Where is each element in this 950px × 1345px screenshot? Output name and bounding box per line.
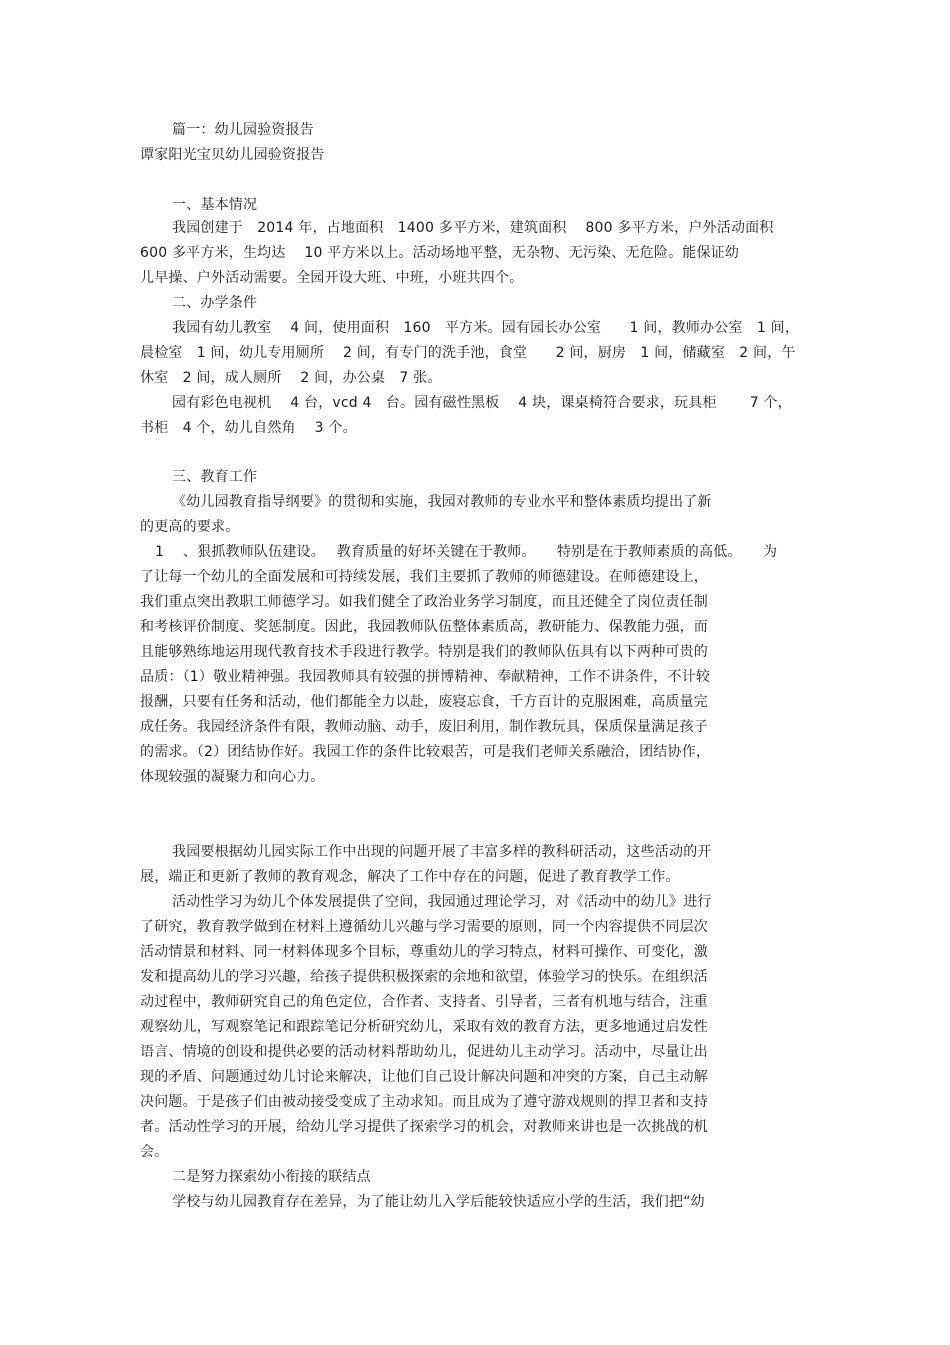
text-line: 者。活动性学习的开展，给幼儿学习提供了探索学习的机会，对教师来讲也是一次挑战的机 bbox=[140, 1119, 708, 1135]
text-line: 学校与幼儿园教育存在差异，为了能让幼儿入学后能较快适应小学的生活，我们把“幼 bbox=[172, 1194, 705, 1210]
text-line: 语言、情境的创设和提供必要的活动材料帮助幼儿，促进幼儿主动学习。活动中，尽量让出 bbox=[140, 1044, 708, 1060]
section-heading-education: 三、教育工作 bbox=[172, 469, 258, 485]
text-line: 的更高的要求。 bbox=[140, 519, 240, 535]
document-subtitle: 谭家阳光宝贝幼儿园验资报告 bbox=[140, 147, 325, 163]
document-heading: 篇一：幼儿园验资报告 bbox=[172, 122, 314, 138]
text-line: 我们重点突出教职工师德学习。如我们健全了政治业务学习制度，而且还健全了岗位责任制 bbox=[140, 594, 708, 610]
text-line: 600 多平方米，生均达 10 平方米以上。活动场地平整，无杂物、无污染、无危险。能保证幼 bbox=[140, 245, 740, 261]
text-line: 《幼儿园教育指导纲要》的贯彻和实施，我园对教师的专业水平和整体素质均提出了新 bbox=[172, 494, 712, 510]
text-line: 1 、狠抓教师队伍建设。 教育质量的好坏关键在于教师。 特别是在于教师素质的高低。 为 bbox=[155, 544, 778, 560]
text-line: 现的矛盾、问题通过幼儿讨论来解决，让他们自己设计解决问题和冲突的方案，自己主动解 bbox=[140, 1069, 708, 1085]
text-line: 我园要根据幼儿园实际工作中出现的问题开展了丰富多样的教科研活动，这些活动的开 bbox=[172, 844, 712, 860]
text-line: 书柜 4 个，幼儿自然角 3 个。 bbox=[140, 420, 357, 436]
subsection-heading: 二是努力探索幼小衔接的联结点 bbox=[172, 1169, 371, 1185]
text-line: 我园有幼儿教室 4 间，使用面积 160 平方米。园有园长办公室 1 间，教师办公室 1 间， bbox=[172, 320, 800, 336]
text-line: 了研究，教育教学做到在材料上遵循幼儿兴趣与学习需要的原则，同一个内容提供不同层次 bbox=[140, 919, 708, 935]
text-line: 儿早操、户外活动需要。全园开设大班、中班，小班共四个。 bbox=[140, 270, 524, 286]
text-line: 的需求。（2）团结协作好。我园工作的条件比较艰苦，可是我们老师关系融洽，团结协作， bbox=[140, 744, 711, 760]
text-line: 观察幼儿，写观察笔记和跟踪笔记分析研究幼儿，采取有效的教育方法，更多地通过启发性 bbox=[140, 1019, 708, 1035]
text-line: 动过程中，教师研究自己的角色定位，合作者、支持者、引导者，三者有机地与结合，注重 bbox=[140, 994, 708, 1010]
text-line: 休室 2 间，成人厕所 2 间，办公桌 7 张。 bbox=[140, 370, 442, 386]
section-heading-basic: 一、基本情况 bbox=[172, 197, 258, 213]
text-line: 成任务。我园经济条件有限，教师动脑、动手，废旧利用，制作教玩具，保质保量满足孩子 bbox=[140, 719, 708, 735]
text-line: 了让每一个幼儿的全面发展和可持续发展，我们主要抓了教师的师德建设。在师德建设上， bbox=[140, 569, 708, 585]
text-line: 活动性学习为幼儿个体发展提供了空间，我园通过理论学习，对《活动中的幼儿》进行 bbox=[172, 894, 712, 910]
text-line: 决问题。于是孩子们由被动接受变成了主动求知。而且成为了遵守游戏规则的捍卫者和支持 bbox=[140, 1094, 708, 1110]
text-line: 园有彩色电视机 4 台，vcd 4 台。园有磁性黑板 4 块，课桌椅符合要求，玩具柜 7 个， bbox=[172, 395, 792, 411]
text-line: 发和提高幼儿的学习兴趣，给孩子提供积极探索的余地和欲望，体验学习的快乐。在组织活 bbox=[140, 969, 708, 985]
text-line: 且能够熟练地运用现代教育技术手段进行教学。特别是我们的教师队伍具有以下两种可贵的 bbox=[140, 644, 708, 660]
text-line: 活动情景和材料、同一材料体现多个目标，尊重幼儿的学习特点，材料可操作、可变化，激 bbox=[140, 944, 708, 960]
text-line: 会。 bbox=[140, 1144, 169, 1160]
text-line: 展，端正和更新了教师的教育观念，解决了工作中存在的问题，促进了教育教学工作。 bbox=[140, 869, 680, 885]
section-heading-conditions: 二、办学条件 bbox=[172, 295, 258, 311]
text-line: 晨检室 1 间，幼儿专用厕所 2 间，有专门的洗手池，食堂 2 间，厨房 1 间，储藏室 2 间，午 bbox=[140, 345, 796, 361]
text-line: 和考核评价制度、奖惩制度。因此，我园教师队伍整体素质高，教研能力、保教能力强，而 bbox=[140, 619, 708, 635]
text-line: 我园创建于 2014 年，占地面积 1400 多平方米，建筑面积 800 多平方米，户外活动面积 bbox=[172, 220, 774, 236]
text-line: 体现较强的凝聚力和向心力。 bbox=[140, 769, 325, 785]
text-line: 报酬，只要有任务和活动，他们都能全力以赴，废寝忘食，千方百计的克服困难，高质量完 bbox=[140, 694, 708, 710]
text-line: 品质：（1）敬业精神强。我园教师具有较强的拼博精神、奉献精神，工作不讲条件，不计较 bbox=[140, 669, 711, 685]
